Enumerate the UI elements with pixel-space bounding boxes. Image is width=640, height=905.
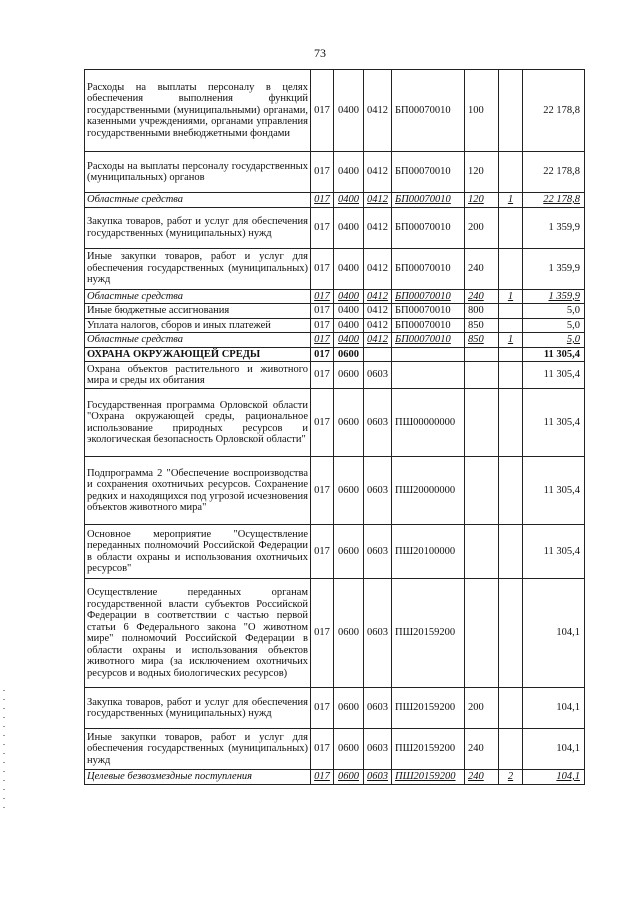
row-gr-code: 017 bbox=[311, 579, 334, 688]
row-pr-code: 0412 bbox=[364, 193, 392, 208]
row-gr-code: 017 bbox=[311, 729, 334, 770]
row-pr-code: 0412 bbox=[364, 207, 392, 248]
row-csr-code: ПШ20159200 bbox=[392, 729, 465, 770]
row-gr-code: 017 bbox=[311, 318, 334, 333]
row-rz-code: 0600 bbox=[334, 389, 364, 457]
row-vr-code: 240 bbox=[465, 770, 499, 785]
row-vr-code: 200 bbox=[465, 207, 499, 248]
table-row bbox=[85, 688, 585, 729]
row-pr-code: 0412 bbox=[364, 70, 392, 152]
row-pr-code: 0603 bbox=[364, 688, 392, 729]
row-source-code bbox=[499, 525, 523, 579]
row-rz-code: 0600 bbox=[334, 729, 364, 770]
table-row bbox=[85, 193, 585, 208]
row-csr-code: ПШ20000000 bbox=[392, 457, 465, 525]
row-source-code bbox=[499, 362, 523, 389]
row-gr-code: 017 bbox=[311, 525, 334, 579]
row-rz-code: 0400 bbox=[334, 289, 364, 304]
row-sum: 22 178,8 bbox=[523, 152, 585, 193]
row-source-code bbox=[499, 152, 523, 193]
row-rz-code: 0400 bbox=[334, 152, 364, 193]
row-source-code bbox=[499, 389, 523, 457]
row-sum: 1 359,9 bbox=[523, 289, 585, 304]
table-row bbox=[85, 70, 585, 152]
table-row bbox=[85, 304, 585, 319]
row-csr-code: ПШ20159200 bbox=[392, 770, 465, 785]
row-source-code: 1 bbox=[499, 333, 523, 348]
row-source-code: 2 bbox=[499, 770, 523, 785]
row-name: Охрана объектов растительного и животного мира и среды их обитания bbox=[85, 362, 311, 389]
row-sum: 104,1 bbox=[523, 688, 585, 729]
row-name: Закупка товаров, работ и услуг для обеспечения государственных (муниципальных) нужд bbox=[85, 207, 311, 248]
table-row bbox=[85, 525, 585, 579]
row-sum: 5,0 bbox=[523, 318, 585, 333]
row-sum: 1 359,9 bbox=[523, 248, 585, 289]
row-rz-code: 0600 bbox=[334, 457, 364, 525]
row-csr-code: БП00070010 bbox=[392, 248, 465, 289]
row-vr-code: 200 bbox=[465, 688, 499, 729]
row-rz-code: 0600 bbox=[334, 525, 364, 579]
row-rz-code: 0600 bbox=[334, 347, 364, 362]
table-row bbox=[85, 457, 585, 525]
row-csr-code: БП00070010 bbox=[392, 333, 465, 348]
row-name: Закупка товаров, работ и услуг для обеспечения государственных (муниципальных) нужд bbox=[85, 688, 311, 729]
row-name: Расходы на выплаты персоналу государственных (муниципальных) органов bbox=[85, 152, 311, 193]
row-csr-code bbox=[392, 362, 465, 389]
row-sum: 5,0 bbox=[523, 304, 585, 319]
row-pr-code: 0412 bbox=[364, 318, 392, 333]
row-pr-code: 0603 bbox=[364, 389, 392, 457]
row-csr-code: ПШ00000000 bbox=[392, 389, 465, 457]
row-name: Подпрограмма 2 "Обеспечение воспроизводства и сохранения охотничьих ресурсов. Сохранение редких и находящихся под угрозой исчезновения объектов животного мира" bbox=[85, 457, 311, 525]
row-pr-code: 0603 bbox=[364, 362, 392, 389]
row-name: Основное мероприятие "Осуществление переданных полномочий Российской Федерации в области охраны и использования охотничьих ресурсов" bbox=[85, 525, 311, 579]
row-source-code bbox=[499, 304, 523, 319]
row-vr-code bbox=[465, 525, 499, 579]
row-sum: 104,1 bbox=[523, 770, 585, 785]
row-vr-code: 800 bbox=[465, 304, 499, 319]
row-source-code: 1 bbox=[499, 193, 523, 208]
row-source-code bbox=[499, 688, 523, 729]
row-gr-code: 017 bbox=[311, 347, 334, 362]
row-source-code bbox=[499, 207, 523, 248]
row-vr-code: 100 bbox=[465, 70, 499, 152]
margin-dots bbox=[3, 690, 5, 810]
row-sum: 11 305,4 bbox=[523, 347, 585, 362]
row-gr-code: 017 bbox=[311, 152, 334, 193]
row-sum: 22 178,8 bbox=[523, 70, 585, 152]
row-name: Иные бюджетные ассигнования bbox=[85, 304, 311, 319]
table-row bbox=[85, 248, 585, 289]
row-source-code bbox=[499, 457, 523, 525]
table-row bbox=[85, 289, 585, 304]
row-gr-code: 017 bbox=[311, 688, 334, 729]
row-rz-code: 0400 bbox=[334, 318, 364, 333]
row-rz-code: 0400 bbox=[334, 193, 364, 208]
row-rz-code: 0400 bbox=[334, 304, 364, 319]
row-rz-code: 0400 bbox=[334, 70, 364, 152]
row-pr-code: 0412 bbox=[364, 248, 392, 289]
row-pr-code: 0603 bbox=[364, 770, 392, 785]
row-name: Уплата налогов, сборов и иных платежей bbox=[85, 318, 311, 333]
row-csr-code: ПШ20159200 bbox=[392, 688, 465, 729]
row-gr-code: 017 bbox=[311, 70, 334, 152]
row-csr-code: БП00070010 bbox=[392, 304, 465, 319]
table-row bbox=[85, 318, 585, 333]
row-gr-code: 017 bbox=[311, 333, 334, 348]
row-csr-code: ПШ20100000 bbox=[392, 525, 465, 579]
row-gr-code: 017 bbox=[311, 770, 334, 785]
row-name: Областные средства bbox=[85, 289, 311, 304]
row-csr-code: БП00070010 bbox=[392, 207, 465, 248]
row-source-code bbox=[499, 318, 523, 333]
row-gr-code: 017 bbox=[311, 248, 334, 289]
row-name: ОХРАНА ОКРУЖАЮЩЕЙ СРЕДЫ bbox=[85, 347, 311, 362]
row-vr-code: 240 bbox=[465, 729, 499, 770]
table-row bbox=[85, 729, 585, 770]
row-sum: 22 178,8 bbox=[523, 193, 585, 208]
row-pr-code: 0603 bbox=[364, 457, 392, 525]
table-row bbox=[85, 347, 585, 362]
row-pr-code bbox=[364, 347, 392, 362]
row-source-code bbox=[499, 248, 523, 289]
row-sum: 5,0 bbox=[523, 333, 585, 348]
row-csr-code bbox=[392, 347, 465, 362]
row-name: Расходы на выплаты персоналу в целях обеспечения выполнения функций государственными (муниципальными) органами, казенными учреждениями, органами управления государственными внебюджетными фондами bbox=[85, 70, 311, 152]
row-name: Областные средства bbox=[85, 193, 311, 208]
row-csr-code: БП00070010 bbox=[392, 152, 465, 193]
row-gr-code: 017 bbox=[311, 457, 334, 525]
row-sum: 11 305,4 bbox=[523, 457, 585, 525]
row-sum: 11 305,4 bbox=[523, 389, 585, 457]
row-vr-code: 240 bbox=[465, 289, 499, 304]
table-row bbox=[85, 770, 585, 785]
table-row bbox=[85, 362, 585, 389]
budget-table bbox=[84, 69, 585, 785]
row-rz-code: 0600 bbox=[334, 770, 364, 785]
row-vr-code bbox=[465, 389, 499, 457]
row-gr-code: 017 bbox=[311, 304, 334, 319]
row-vr-code bbox=[465, 579, 499, 688]
table-row bbox=[85, 207, 585, 248]
row-csr-code: БП00070010 bbox=[392, 318, 465, 333]
row-rz-code: 0600 bbox=[334, 688, 364, 729]
table-row bbox=[85, 579, 585, 688]
row-vr-code: 120 bbox=[465, 193, 499, 208]
row-gr-code: 017 bbox=[311, 389, 334, 457]
row-source-code: 1 bbox=[499, 289, 523, 304]
row-vr-code: 850 bbox=[465, 318, 499, 333]
row-pr-code: 0603 bbox=[364, 729, 392, 770]
row-vr-code: 850 bbox=[465, 333, 499, 348]
row-name: Иные закупки товаров, работ и услуг для обеспечения государственных (муниципальных) нужд bbox=[85, 248, 311, 289]
row-gr-code: 017 bbox=[311, 289, 334, 304]
row-vr-code: 120 bbox=[465, 152, 499, 193]
row-name: Государственная программа Орловской области "Охрана окружающей среды, рациональное использование природных ресурсов и экологическая безопасность Орловской области" bbox=[85, 389, 311, 457]
row-name: Целевые безвозмездные поступления bbox=[85, 770, 311, 785]
row-source-code bbox=[499, 70, 523, 152]
row-gr-code: 017 bbox=[311, 207, 334, 248]
row-source-code bbox=[499, 347, 523, 362]
row-sum: 104,1 bbox=[523, 729, 585, 770]
row-csr-code: БП00070010 bbox=[392, 289, 465, 304]
row-gr-code: 017 bbox=[311, 193, 334, 208]
row-rz-code: 0400 bbox=[334, 207, 364, 248]
page-number: 73 bbox=[314, 46, 326, 60]
row-pr-code: 0603 bbox=[364, 525, 392, 579]
row-sum: 104,1 bbox=[523, 579, 585, 688]
row-sum: 11 305,4 bbox=[523, 525, 585, 579]
row-rz-code: 0600 bbox=[334, 362, 364, 389]
row-pr-code: 0412 bbox=[364, 304, 392, 319]
row-pr-code: 0412 bbox=[364, 333, 392, 348]
row-pr-code: 0603 bbox=[364, 579, 392, 688]
table-row bbox=[85, 389, 585, 457]
row-gr-code: 017 bbox=[311, 362, 334, 389]
row-pr-code: 0412 bbox=[364, 152, 392, 193]
table-row bbox=[85, 333, 585, 348]
row-rz-code: 0600 bbox=[334, 579, 364, 688]
row-name: Областные средства bbox=[85, 333, 311, 348]
row-csr-code: БП00070010 bbox=[392, 70, 465, 152]
row-vr-code bbox=[465, 362, 499, 389]
row-pr-code: 0412 bbox=[364, 289, 392, 304]
row-rz-code: 0400 bbox=[334, 333, 364, 348]
table-row bbox=[85, 152, 585, 193]
row-source-code bbox=[499, 579, 523, 688]
row-vr-code bbox=[465, 347, 499, 362]
row-sum: 11 305,4 bbox=[523, 362, 585, 389]
row-csr-code: ПШ20159200 bbox=[392, 579, 465, 688]
row-vr-code bbox=[465, 457, 499, 525]
row-vr-code: 240 bbox=[465, 248, 499, 289]
row-sum: 1 359,9 bbox=[523, 207, 585, 248]
row-rz-code: 0400 bbox=[334, 248, 364, 289]
row-name: Иные закупки товаров, работ и услуг для обеспечения государственных (муниципальных) нужд bbox=[85, 729, 311, 770]
row-csr-code: БП00070010 bbox=[392, 193, 465, 208]
row-source-code bbox=[499, 729, 523, 770]
row-name: Осуществление переданных органам государственной власти субъектов Российской Федерации в соответствии с частью первой статьи 6 Федерального закона "О животном мире" полномочий Российской Федерации в области охраны и использования объектов животного мира (за исключением охотничьих ресурсов и водных биологических ресурсов) bbox=[85, 579, 311, 688]
